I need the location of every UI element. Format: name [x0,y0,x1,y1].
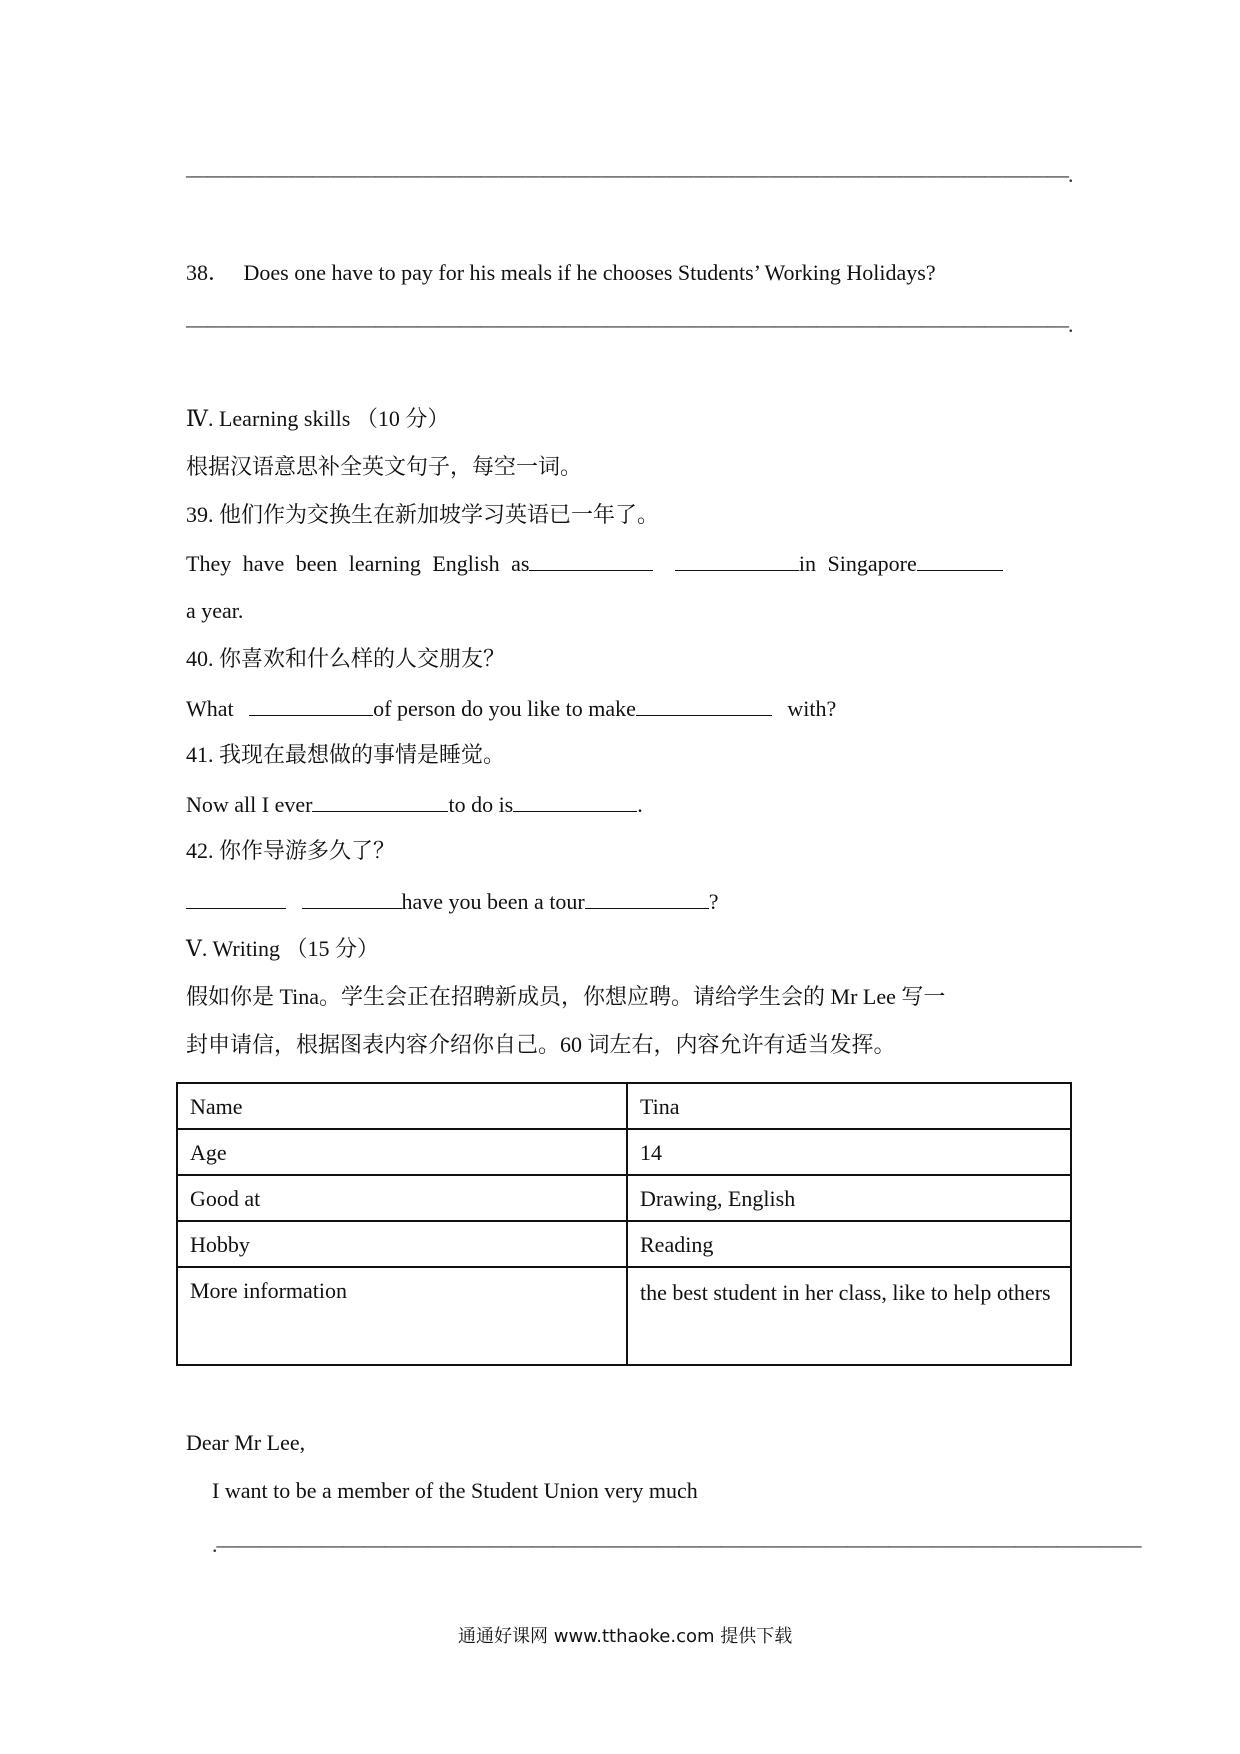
blank-41-1[interactable] [312,789,448,812]
blank-40-2[interactable] [636,693,772,716]
answer-line-38: ——————————————————————————————————————————. [186,312,1073,337]
section-5-heading: Ⅴ. Writing （15 分） [186,936,380,961]
question-42-chinese: 42. 你作导游多久了？ [186,838,396,863]
answer-line-37: ——————————————————————————————————————————. [186,162,1073,187]
table-row [177,1129,1071,1175]
question-42-english [186,886,719,917]
letter-writing-line[interactable]: .———————————————————————————————————————————— [212,1532,1141,1557]
table-cell-label: Age [177,1129,627,1175]
blank-40-1[interactable] [249,693,373,716]
blank-39-1[interactable] [529,548,653,571]
table-row [177,1083,1071,1129]
letter-opening: I want to be a member of the Student Union very much [212,1478,698,1503]
sentence-part: . [637,792,643,817]
sentence-part: in Singapore [798,551,917,576]
table-cell-value: the best student in her class, like to help others [627,1267,1071,1365]
blank-42-2[interactable] [302,886,402,909]
sentence-part: of person do you like to make [373,696,636,721]
blank-41-2[interactable] [513,789,637,812]
table-cell-label: More information [177,1267,627,1365]
sentence-part: They have been learning English as [186,551,530,576]
sentence-part: with? [787,696,837,721]
blank-39-2[interactable] [675,548,799,571]
letter-greeting: Dear Mr Lee, [186,1430,306,1455]
question-40-chinese: 40. 你喜欢和什么样的人交朋友？ [186,646,506,671]
sentence-part: What [186,696,234,721]
question-38 [186,258,936,288]
blank-42-3[interactable] [585,886,709,909]
question-39-chinese: 39. 他们作为交换生在新加坡学习英语已一年了。 [186,502,660,527]
sentence-part: Now all I ever [186,792,313,817]
sentence-part: have you been a tour [401,889,585,914]
sentence-part: ? [708,889,719,914]
section-5-instruction-1: 假如你是 Tina。学生会正在招聘新成员，你想应聘。请给学生会的 Mr Lee 写一 [186,984,946,1009]
table-cell-label: Hobby [177,1221,627,1267]
table-cell-label: Name [177,1083,627,1129]
section-5-instruction-2: 封申请信，根据图表内容介绍你自己。60 词左右，内容允许有适当发挥。 [186,1032,896,1057]
blank-39-3[interactable] [917,548,1003,571]
question-text: Does one have to pay for his meals if he chooses Students’ Working Holidays? [243,260,936,285]
question-41-chinese: 41. 我现在最想做的事情是睡觉。 [186,742,506,767]
table-cell-value: Tina [627,1083,1071,1129]
blank-42-1[interactable] [186,886,286,909]
info-table [176,1082,1072,1366]
page-footer: 通通好课网 www.tthaoke.com 提供下载 [458,1626,793,1647]
question-40-english [186,693,836,724]
table-cell-value: Drawing, English [627,1175,1071,1221]
table-row [177,1267,1071,1365]
table-row [177,1221,1071,1267]
table-cell-label: Good at [177,1175,627,1221]
section-4-instruction: 根据汉语意思补全英文句子，每空一词。 [186,454,583,479]
question-39-english [186,548,1003,579]
sentence-part: to do is [448,792,514,817]
question-41-english [186,789,643,820]
table-cell-value: Reading [627,1221,1071,1267]
table-row [177,1175,1071,1221]
table-cell-value: 14 [627,1129,1071,1175]
question-39-english-cont: a year. [186,598,244,623]
section-4-heading: Ⅳ. Learning skills （10 分） [186,406,450,431]
question-number: 38． [186,260,231,285]
